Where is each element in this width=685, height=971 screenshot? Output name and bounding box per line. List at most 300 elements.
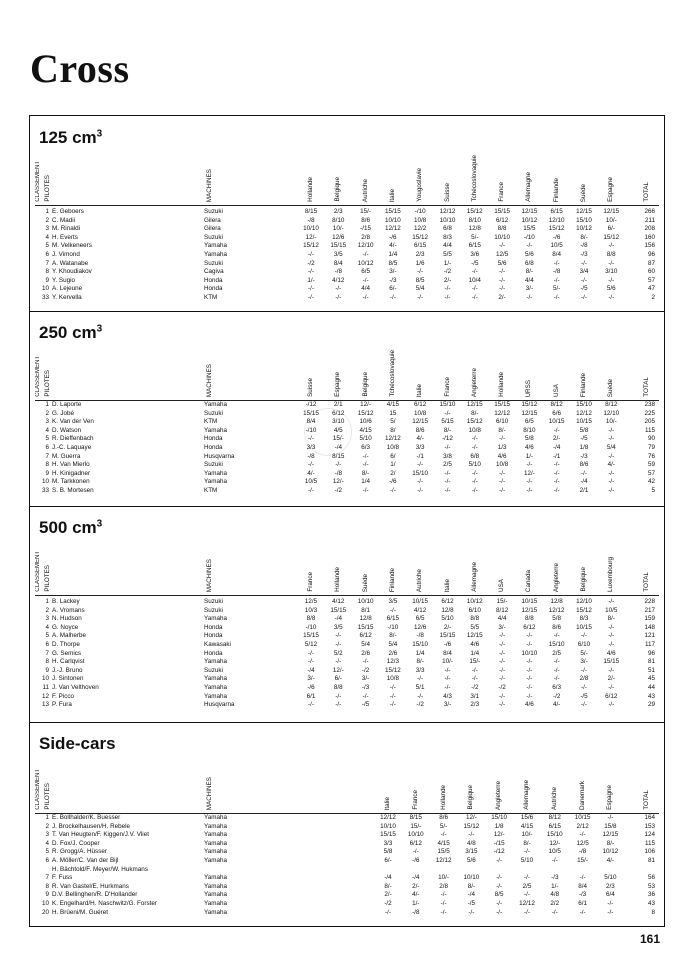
points-cell: 15/- [469, 658, 481, 666]
points-cell: -/- [308, 285, 314, 293]
points-cell: 6/3 [552, 683, 562, 691]
points-cell: 2/- [412, 882, 420, 890]
header-divider [35, 205, 659, 206]
points-cell: 12/8 [550, 598, 563, 605]
table-row [29, 444, 665, 453]
page-title: Cross [30, 46, 130, 91]
table-row [29, 883, 665, 892]
header-country: Belgique [580, 567, 587, 592]
points-cell: 15/15 [303, 409, 319, 417]
rider-name: H. Carlqvist [52, 658, 85, 666]
points-cell: 10/12 [576, 225, 592, 233]
points-cell: 15/15 [439, 632, 456, 640]
machine-cell: Yamaha [204, 658, 227, 666]
points-cell: 5/5 [443, 250, 452, 258]
rider-name: J.-C. Laquaye [52, 443, 92, 451]
points-cell: 3/3 [306, 443, 316, 451]
table-header [29, 538, 665, 592]
points-cell: 1/- [551, 882, 559, 890]
points-cell: 15/10 [412, 640, 429, 648]
machine-cell: Yamaha [204, 615, 227, 623]
points-cell: 3/8 [443, 452, 452, 460]
points-cell: 4/8 [550, 891, 560, 899]
points-cell: 1/4 [415, 649, 425, 657]
points-cell: -/10 [523, 233, 535, 241]
machine-cell: Suzuki [204, 598, 223, 605]
points-cell: -/- [526, 692, 533, 700]
points-cell: -/- [362, 250, 369, 258]
rank-cell: 10 [41, 285, 49, 293]
header-country: Danemark [578, 780, 586, 810]
header-country: Belgique [334, 177, 342, 202]
points-cell: 2/- [443, 623, 452, 631]
points-cell: 8/- [416, 658, 424, 666]
points-cell: 12/12 [435, 856, 452, 864]
points-cell: 8/- [384, 882, 392, 890]
points-cell: 12/15 [466, 401, 483, 408]
header-country: Autriche [416, 568, 424, 592]
points-cell: -/4 [334, 615, 342, 623]
total-cell: 228 [644, 598, 655, 605]
points-cell: 15/15 [494, 401, 510, 408]
header-country: Finlande [580, 372, 587, 397]
points-cell: -/- [440, 891, 447, 899]
header-country: Suède [607, 378, 615, 397]
total-cell: 153 [644, 822, 655, 830]
points-cell: -/- [608, 598, 615, 605]
points-cell: 10/5 [605, 606, 618, 614]
points-cell: -/- [579, 831, 586, 839]
points-cell: -/2 [334, 486, 342, 494]
points-cell: 10/10 [494, 233, 510, 241]
points-cell: 8/4 [306, 418, 316, 426]
header-country: URSS [525, 379, 533, 397]
points-cell: -/- [608, 632, 615, 640]
rider-name: D. Laporte [52, 401, 82, 408]
points-cell: 8/15 [409, 814, 422, 821]
points-cell: -/- [389, 606, 396, 614]
points-cell: -/- [524, 874, 530, 882]
points-cell: 12/10 [576, 598, 592, 605]
points-cell: 8/6 [439, 814, 448, 821]
points-cell: 8/3 [579, 615, 589, 623]
points-cell: -/12 [442, 435, 453, 443]
points-cell: 6/12 [495, 216, 509, 224]
points-cell: 10/8 [495, 461, 509, 469]
points-cell: -/- [444, 675, 451, 683]
header-divider [35, 595, 659, 596]
points-cell: 6/3 [361, 443, 370, 451]
section-divider [29, 311, 665, 312]
points-cell: -/- [308, 293, 314, 301]
rider-name: C. Madii [52, 216, 76, 224]
points-cell: 3/6 [470, 250, 480, 258]
points-cell: -/- [362, 276, 369, 284]
points-cell: 3/5 [333, 250, 343, 258]
points-cell: 6/4 [606, 891, 615, 899]
points-cell: -/- [608, 426, 615, 434]
points-cell: 8/5 [415, 276, 425, 284]
points-cell: 5/1 [415, 683, 425, 691]
points-cell: 12/12 [439, 208, 456, 215]
rider-name: J. Vimond [52, 250, 80, 258]
header-country: Finlande [552, 177, 560, 202]
points-cell: 4/3 [443, 692, 452, 700]
points-cell: 5/10 [441, 615, 454, 623]
points-cell: 10/8 [468, 426, 481, 434]
points-cell: -/- [335, 293, 342, 301]
points-cell: -/3 [551, 874, 559, 882]
points-cell: -/- [362, 452, 369, 460]
points-cell: 5/2 [333, 649, 343, 657]
total-cell: 164 [644, 814, 655, 821]
points-cell: -/- [526, 478, 533, 486]
header-country: France [307, 572, 314, 592]
points-cell: 5/10 [604, 874, 617, 882]
header-country: Tchécoslovaquie [388, 350, 396, 397]
machine-cell: Yamaha [204, 478, 227, 486]
rider-name: M. Guerra [52, 452, 81, 460]
table-row [29, 268, 665, 277]
points-cell: 6/10 [577, 640, 591, 648]
machine-cell: Yamaha [204, 822, 227, 830]
points-cell: -/- [362, 486, 369, 494]
points-cell: 6/6 [552, 409, 562, 417]
rider-name: R. Dieffenbach [52, 435, 94, 443]
points-cell: -/- [389, 701, 396, 709]
total-cell: 148 [644, 623, 655, 631]
points-cell: -/2 [553, 692, 561, 700]
rider-name: M. Velkeneers [52, 242, 92, 250]
points-cell: 3/- [307, 675, 315, 683]
header-country: Autriche [550, 786, 558, 810]
total-cell: 43 [647, 692, 655, 700]
points-cell: 10/10 [357, 598, 374, 605]
points-cell: -/- [444, 285, 451, 293]
rank-cell: 10 [41, 478, 49, 486]
points-cell: 5/8 [383, 848, 393, 856]
table-row [29, 217, 665, 226]
points-cell: 4/6 [525, 701, 534, 709]
table-row [29, 900, 665, 909]
rank-cell: 6 [45, 443, 49, 451]
points-cell: -/- [499, 242, 506, 250]
points-cell: -/6 [307, 683, 315, 691]
points-cell: -/- [526, 666, 533, 674]
points-cell: 1/8 [494, 822, 504, 830]
points-cell: -/6 [389, 233, 397, 241]
points-cell: 8/15 [304, 208, 318, 215]
rider-name: M. Tarkkonen [52, 478, 90, 486]
points-cell: -/4 [307, 666, 315, 674]
points-cell: 15/5 [523, 225, 536, 233]
table-row [29, 418, 665, 427]
points-cell: 10/5 [550, 242, 563, 250]
table-row [29, 225, 665, 234]
points-cell: -/8 [412, 908, 420, 916]
total-cell: 205 [644, 418, 655, 426]
total-cell: 53 [647, 882, 655, 890]
section-title: 125 $cm^3$ [39, 128, 103, 147]
rider-name: G. Jobé [52, 409, 75, 417]
points-cell: 5/10 [359, 435, 372, 443]
header-classement: CLASSEMENT [35, 551, 41, 592]
points-cell: 12/12 [385, 435, 401, 443]
points-cell: -/- [471, 469, 478, 477]
points-cell: 10/12 [466, 598, 483, 605]
points-cell: 15/10 [576, 216, 592, 224]
points-cell: 6/12 [441, 598, 454, 605]
points-cell: -/- [499, 649, 506, 657]
points-cell: 12/15 [576, 208, 592, 215]
total-cell: 57 [647, 276, 655, 284]
rider-name: M. Rinaldi [52, 225, 80, 233]
machine-cell: Yamaha [204, 839, 227, 847]
table-row [29, 675, 665, 684]
points-cell: -/- [444, 469, 451, 477]
points-cell: 3/3 [415, 666, 425, 674]
points-cell: -/8 [334, 469, 342, 477]
points-cell: 4/6 [606, 649, 616, 657]
points-cell: 15/- [577, 856, 589, 864]
rider-name: A. Möller/C. Van der Bijl [52, 856, 119, 864]
points-cell: 10/10 [439, 216, 456, 224]
points-cell: -/4 [384, 874, 392, 882]
points-cell: -/- [389, 293, 396, 301]
header-country: Belgique [361, 372, 369, 397]
rank-cell: 33 [41, 486, 49, 494]
machine-cell: Yamaha [204, 908, 227, 916]
points-cell: -/- [417, 478, 424, 486]
points-cell: 8/- [523, 839, 531, 847]
total-cell: 225 [644, 409, 655, 417]
points-cell: -/- [362, 293, 369, 301]
points-cell: 2/1 [333, 401, 343, 408]
points-cell: 4/- [607, 461, 615, 469]
points-cell: 10/- [605, 418, 617, 426]
points-cell: -/4 [334, 443, 342, 451]
machine-cell: Yamaha [204, 242, 227, 250]
section-divider [29, 722, 665, 723]
table-row [29, 615, 665, 624]
points-cell: -/- [362, 692, 369, 700]
total-cell: 79 [647, 443, 655, 451]
table-row [29, 848, 665, 857]
points-cell: -/6 [412, 856, 420, 864]
points-cell: -/4 [553, 443, 561, 451]
points-cell: 5/4 [415, 285, 425, 293]
rank-cell: 7 [45, 452, 49, 460]
machine-cell: Honda [204, 623, 223, 631]
header-country: Luxembourg [607, 556, 615, 592]
points-cell: 12/8 [468, 225, 481, 233]
rider-name: A. Malherbe [52, 632, 86, 640]
points-cell: 8/- [389, 632, 397, 640]
points-cell: 10/- [438, 874, 450, 882]
points-cell: 8/10 [468, 216, 481, 224]
points-cell: 10/6 [359, 418, 372, 426]
points-cell: -/2 [471, 683, 479, 691]
rank-cell: 9 [45, 891, 49, 899]
points-cell: 12/- [465, 814, 477, 821]
points-cell: 2/3 [606, 882, 615, 890]
points-cell: 15/12 [466, 418, 483, 426]
table-row [29, 693, 665, 702]
points-cell: 5/6 [606, 285, 616, 293]
table-header [29, 146, 665, 202]
points-cell: 8/8 [306, 615, 316, 623]
total-cell: 56 [647, 874, 655, 882]
rider-name: G. Noyce [52, 623, 79, 631]
points-cell: 8/- [498, 426, 506, 434]
points-cell: -/- [608, 478, 615, 486]
points-cell: 6/8 [470, 452, 480, 460]
points-cell: 1/3 [497, 443, 507, 451]
points-cell: 6/5 [415, 615, 425, 623]
machine-cell: KTM [204, 293, 218, 301]
points-cell: -/3 [580, 452, 588, 460]
points-cell: -/- [526, 242, 533, 250]
machine-cell: Husqvarna [204, 452, 235, 460]
points-cell: -/- [308, 701, 314, 709]
points-cell: 8/8 [333, 683, 343, 691]
results-table [29, 401, 665, 496]
points-cell: -/- [385, 908, 391, 916]
section-title: 250 $cm^3$ [39, 323, 103, 342]
total-cell: 42 [647, 478, 655, 486]
points-cell: 1/- [443, 259, 452, 267]
rank-cell: 6 [45, 250, 49, 258]
points-cell: -/- [499, 666, 506, 674]
points-cell: -/- [553, 666, 560, 674]
points-cell: 2/5 [552, 649, 562, 657]
points-cell: -/- [335, 692, 342, 700]
points-cell: 15 [389, 409, 397, 417]
rank-cell: 11 [42, 683, 49, 691]
total-cell: 36 [647, 891, 655, 899]
rider-name: D. Watson [52, 426, 82, 434]
points-cell: 5/ [390, 418, 396, 426]
points-cell: 15/12 [576, 606, 592, 614]
points-cell: 8/8 [470, 615, 480, 623]
table-row [29, 294, 665, 303]
header-country: Suède [361, 573, 369, 592]
points-cell: 15/10 [412, 469, 429, 477]
points-cell: -/8 [307, 216, 315, 224]
points-cell: 15/- [332, 435, 344, 443]
header-total: TOTAL [643, 572, 650, 592]
rider-name: E. Geboers [52, 208, 84, 215]
points-cell: 12/10 [357, 242, 374, 250]
points-cell: 15/12 [385, 666, 401, 674]
table-header [29, 752, 665, 810]
rank-cell: 8 [45, 268, 49, 276]
points-cell: 10/10 [380, 822, 396, 830]
points-cell: -/- [468, 831, 475, 839]
points-cell: 12/2 [414, 225, 427, 233]
points-cell: 6/10 [495, 418, 509, 426]
rider-name: H. Everts [52, 233, 78, 241]
points-cell: 15/- [360, 208, 372, 215]
table-row [29, 470, 665, 479]
points-cell: 10/10 [463, 874, 480, 882]
rider-name: J.-J. Bruno [52, 666, 83, 674]
points-cell: 12/- [549, 839, 561, 847]
points-cell: 4/12 [332, 598, 345, 605]
points-cell: 10/8 [386, 443, 400, 451]
points-cell: -/- [553, 426, 560, 434]
header-country: Allemagne [470, 562, 478, 592]
points-cell: 1/4 [361, 478, 370, 486]
points-cell: 3/3 [415, 443, 425, 451]
rider-name: T. Van Heugten/F. Kiggen/J.V. Vliet [52, 831, 149, 839]
table-row [29, 823, 665, 832]
points-cell: 5/4 [361, 640, 370, 648]
rank-cell: 4 [45, 233, 49, 241]
header-machines: MACHINES [206, 168, 213, 202]
machine-cell: Suzuki [204, 233, 223, 241]
table-row [29, 632, 665, 641]
points-cell: 4/4 [361, 285, 370, 293]
points-cell: 12/8 [441, 606, 454, 614]
points-cell: -/- [553, 478, 560, 486]
points-cell: -/- [412, 848, 419, 856]
points-cell: 5/15 [441, 418, 454, 426]
points-cell: -/- [608, 640, 615, 648]
rider-name: G. Semics [52, 649, 82, 657]
points-cell: 15/12 [548, 225, 565, 233]
rider-name: A. Watanabe [52, 259, 89, 267]
points-cell: 10/12 [521, 216, 538, 224]
points-cell: 4/4 [443, 242, 452, 250]
header-country: Allemagne [525, 172, 533, 202]
points-cell: -/- [362, 461, 369, 469]
points-cell: 6/15 [386, 615, 400, 623]
table-row [29, 487, 665, 496]
points-cell: 3/4 [579, 268, 589, 276]
points-cell: 12/5 [304, 598, 318, 605]
points-cell: -/- [444, 683, 451, 691]
header-country: Hollande [334, 567, 342, 592]
total-cell: 57 [647, 469, 655, 477]
points-cell: 5/4 [606, 443, 616, 451]
header-country: France [411, 790, 419, 810]
points-cell: -/- [499, 276, 506, 284]
rider-name: A. Lejeune [52, 285, 83, 293]
points-cell: 5/8 [552, 615, 562, 623]
points-cell: -/- [553, 461, 560, 469]
points-cell: 10/8 [414, 216, 427, 224]
points-cell: -/- [471, 268, 478, 276]
points-cell: -/- [499, 435, 506, 443]
points-cell: 2/- [607, 675, 615, 683]
table-row [29, 840, 665, 849]
machine-cell: Suzuki [204, 461, 223, 469]
points-cell: 4/4 [525, 276, 534, 284]
header-classement: CLASSEMENT [35, 769, 41, 810]
total-cell: 217 [644, 606, 655, 614]
points-cell: 15/10 [548, 640, 565, 648]
points-cell: 10/5 [548, 848, 561, 856]
points-cell: 6/12 [409, 839, 422, 847]
header-country: Angleterre [470, 367, 478, 397]
points-cell: -/5 [471, 259, 479, 267]
points-cell: -/- [496, 874, 503, 882]
machine-cell: KTM [204, 486, 218, 494]
points-cell: -/- [526, 683, 533, 691]
table-header [29, 343, 665, 397]
rank-cell: 7 [45, 649, 49, 657]
